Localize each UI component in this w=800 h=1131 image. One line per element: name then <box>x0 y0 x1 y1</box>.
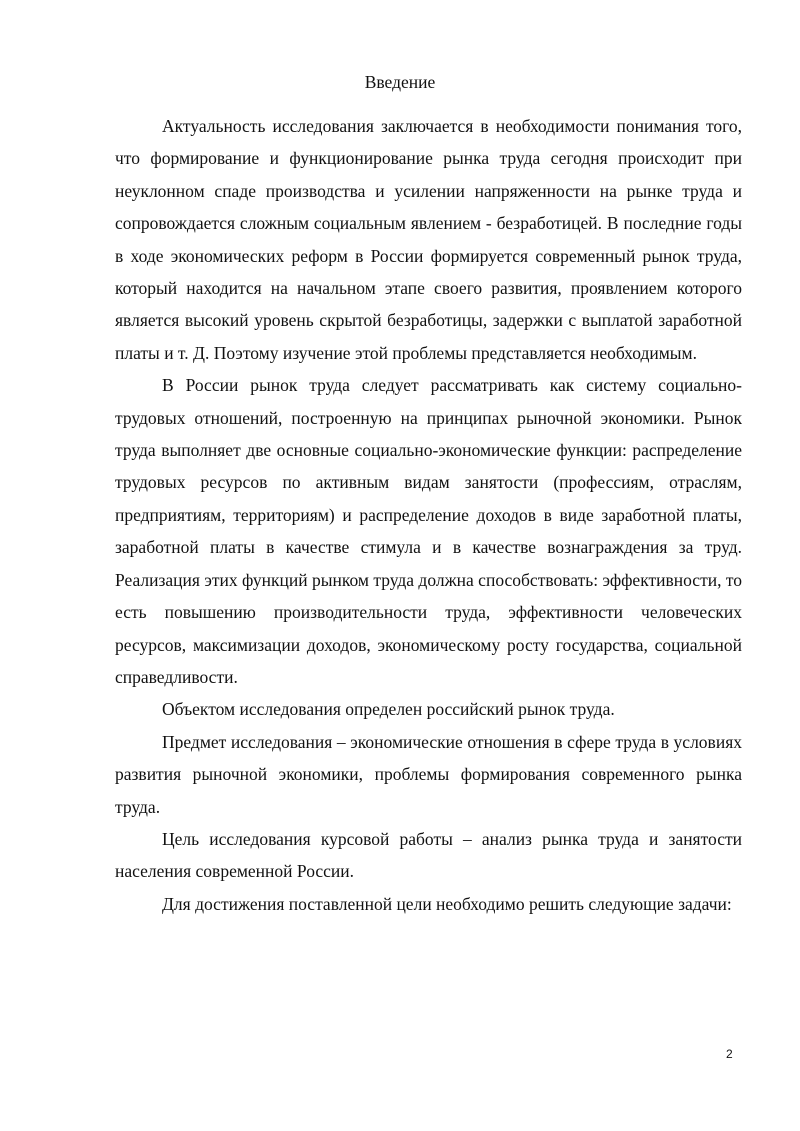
paragraph-object: Объектом исследования определен российский рынок труда. <box>162 699 615 720</box>
paragraph-tasks: Для достижения поставленной цели необходимо решить следующие задачи: <box>162 893 732 914</box>
document-body <box>115 110 742 920</box>
page-title: Введение <box>364 72 436 92</box>
paragraph-subject: Предмет исследования – экономические отношения в сфере труда в условиях развития рыночной экономики, проблемы формирования современного рынка труда. <box>115 731 742 817</box>
page-number: 2 <box>726 1047 733 1061</box>
paragraph-goal: Цель исследования курсовой работы – анализ рынка труда и занятости населения современной России. <box>115 828 742 882</box>
paragraph-labor-market: В России рынок труда следует рассматривать как систему социально-трудовых отношений, построенную на принципах рыночной экономики. Рынок труда выполняет две основные социально-экономические функции: распределение трудовых ресурсов по активным видам занятости (профессиям, отраслям, предприятиям, территориям) и распределение доходов в виде заработной платы, заработной платы в качестве стимула и в качестве вознаграждения за труд. Реализация этих функций рынком труда должна способствовать: эффективности, то есть повышению производительности труда, эффективности человеческих ресурсов, максимизации доходов, экономическому росту государства, социальной справедливости. <box>115 375 742 687</box>
paragraph-relevance: Актуальность исследования заключается в необходимости понимания того, что формирование и функционирование рынка труда сегодня происходит при неуклонном спаде производства и усилении напряженности на рынке труда и сопровождается сложным социальным явлением - безработицей. В последние годы в ходе экономических реформ в России формируется современный рынок труда, который находится на начальном этапе своего развития, проявлением которого является высокий уровень скрытой безработицы, задержки с выплатой заработной платы и т. Д. Поэтому изучение этой проблемы представляется необходимым. <box>115 116 742 363</box>
